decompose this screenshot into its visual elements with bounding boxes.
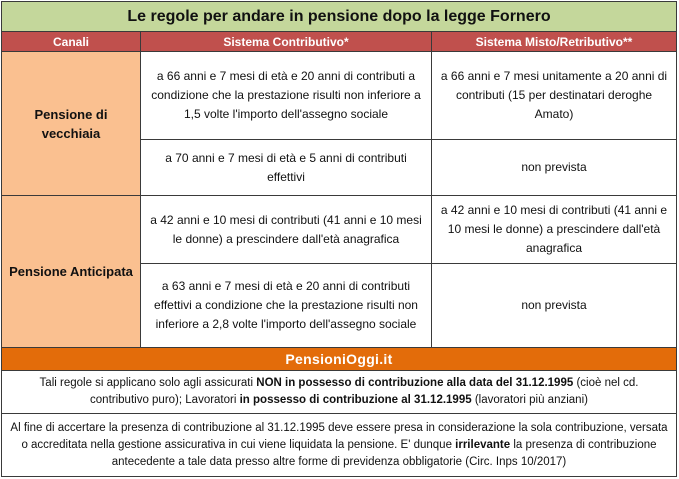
- note1-bold1: NON in possesso di contribuzione alla data del 31.12.1995: [253, 377, 574, 389]
- vecchiaia-contributivo-2: a 70 anni e 7 mesi di età e 5 anni di contributi effettivi: [140, 140, 431, 196]
- anticipata-misto-1: a 42 anni e 10 mesi di contributi (41 anni e 10 mesi le donne) a prescindere dall'età anagrafica: [431, 196, 676, 264]
- pension-rules-table: [1, 1, 677, 477]
- header-misto: Sistema Misto/Retributivo**: [431, 32, 676, 51]
- vecchiaia-contributivo-1: a 66 anni e 7 mesi di età e 20 anni di contributi a condizione che la prestazione risulti non inferiore a 1,5 volte l'importo dell'assegno sociale: [140, 52, 431, 140]
- note2-part1: Al fine di accertare la presenza di contribuzione al 31.12.1995 deve essere presa in considerazione la sola contribuzione, versata o accreditata nella gestione assicurativa in cui viene liquidata la pensione. E' dunque: [10, 421, 668, 451]
- header-row: [2, 32, 676, 52]
- note2-bold1: irrilevante: [451, 438, 511, 451]
- note1-part3: (lavoratori più anziani): [471, 394, 588, 406]
- anticipata-contributivo-2: a 63 anni e 7 mesi di età e 20 anni di contributi effettivi a condizione che la prestazione risulti non inferiore a 2,8 volte l'importo dell'assegno sociale: [140, 264, 431, 348]
- canale-anticipata: [2, 196, 140, 348]
- note-contribuzione-text: [10, 420, 668, 471]
- canale-vecchiaia-label: Pensione di vecchiaia: [34, 106, 108, 141]
- header-contributivo: Sistema Contributivo*: [140, 32, 431, 51]
- canale-anticipata-label: Pensione Anticipata: [9, 264, 133, 279]
- note1-part1: Tali regole si applicano solo agli assicurati: [39, 377, 254, 389]
- anticipata-contributivo-1: a 42 anni e 10 mesi di contributi (41 anni e 10 mesi le donne) a prescindere dall'età anagrafica: [140, 196, 431, 264]
- vecchiaia-misto-2: non prevista: [431, 140, 676, 196]
- note-assicurati-text: [10, 375, 668, 409]
- note-assicurati: [2, 371, 676, 414]
- note1-part2: (cioè nel cd. contributivo puro); Lavoratori: [90, 377, 639, 406]
- table-title: Le regole per andare in pensione dopo la legge Fornero: [2, 2, 676, 32]
- note2-part2: la presenza di contribuzione antecedente a tale data presso altre forme di previdenza obbligatorie (Circ. Inps 10/2017): [111, 438, 657, 468]
- vecchiaia-misto-1: a 66 anni e 7 mesi unitamente a 20 anni di contributi (15 per destinatari deroghe Amato): [431, 52, 676, 140]
- note1-bold2: in possesso di contribuzione al 31.12.1995: [236, 394, 472, 406]
- header-canali: Canali: [52, 34, 89, 49]
- anticipata-misto-2: non prevista: [431, 264, 676, 348]
- note-contribuzione: [2, 414, 676, 476]
- brand-banner: PensioniOggi.it: [2, 348, 676, 371]
- canale-vecchiaia: [2, 52, 140, 196]
